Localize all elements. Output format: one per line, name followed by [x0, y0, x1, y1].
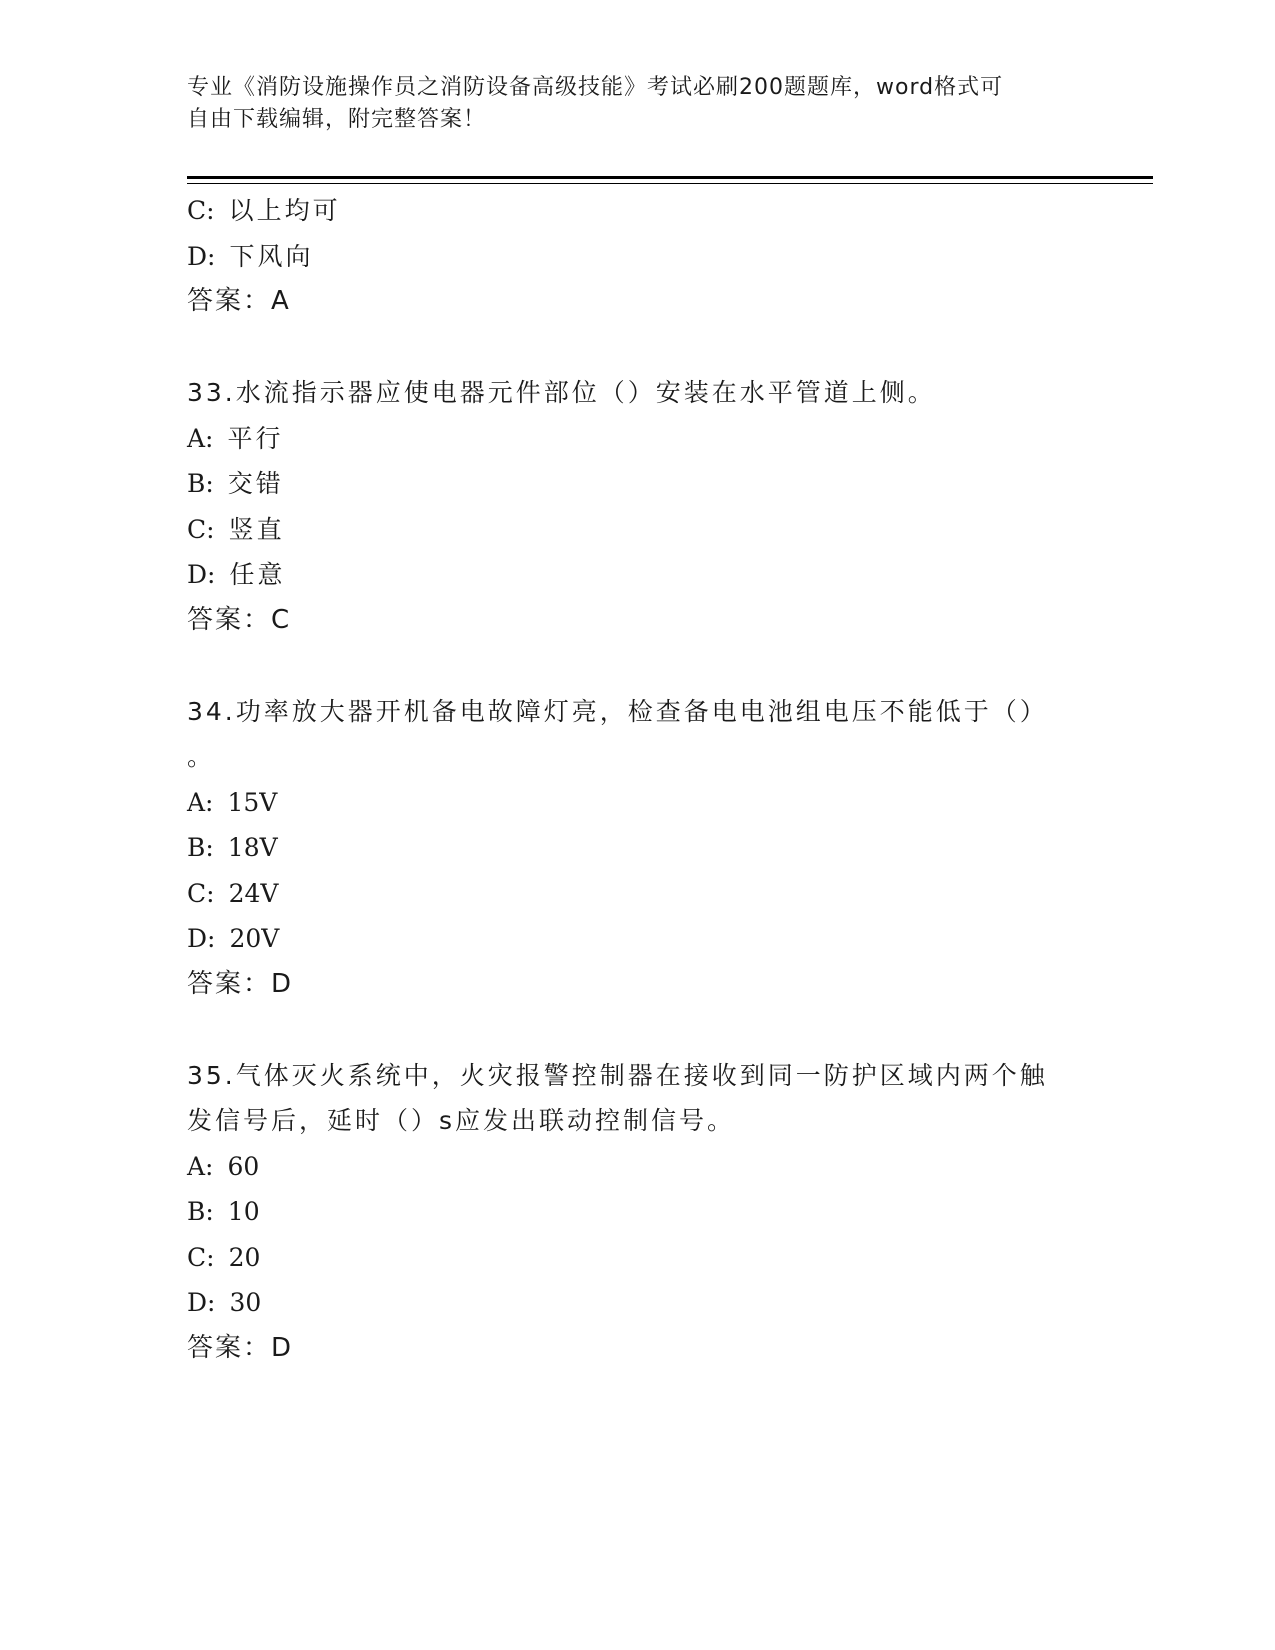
option-text: 24V: [228, 878, 279, 908]
option-label: B:: [187, 833, 214, 862]
question-34: [187, 689, 1087, 1008]
option-c: [187, 1235, 1087, 1281]
option-d: [187, 1280, 1087, 1326]
option-label: D:: [187, 560, 216, 589]
option-b: [187, 1189, 1087, 1235]
option-d: [187, 234, 1087, 280]
question-stem-line-2: 。: [187, 742, 216, 771]
answer-line: 答案：A: [187, 286, 291, 316]
option-label: D:: [187, 241, 216, 271]
option-text: 竖直: [228, 514, 285, 544]
option-label: C:: [187, 196, 215, 225]
option-text: 15V: [227, 787, 278, 817]
option-b: [187, 825, 1087, 871]
option-label: C:: [187, 514, 215, 544]
option-label: B:: [187, 469, 214, 498]
question-spacer: [187, 1007, 1087, 1053]
question-stem-line-1: 35.气体灭火系统中，火灾报警控制器在接收到同一防护区域内两个触: [187, 1060, 1048, 1090]
answer-line: 答案：C: [187, 604, 292, 635]
answer-line: 答案：D: [187, 968, 294, 999]
option-text: 60: [227, 1151, 260, 1181]
option-c: [187, 188, 1087, 234]
question-stem: 33.水流指示器应使电器元件部位（）安装在水平管道上侧。: [187, 378, 936, 407]
option-a: [187, 1144, 1087, 1190]
option-label: A:: [187, 787, 214, 817]
option-b: [187, 461, 1087, 507]
header-line-2: 自由下载编辑，附完整答案！: [187, 107, 487, 132]
question-spacer: [187, 325, 1087, 371]
option-text: 30: [229, 1288, 262, 1317]
option-text: 20: [228, 1242, 261, 1272]
option-label: A:: [187, 423, 214, 453]
question-list: [187, 188, 1087, 1371]
header-line-1: 专业《消防设施操作员之消防设备高级技能》考试必刷200题题库，word格式可: [187, 75, 1004, 100]
option-label: A:: [187, 1151, 214, 1181]
header-rule-thick: [187, 176, 1153, 179]
option-label: C:: [187, 1242, 215, 1272]
option-text: 10: [227, 1197, 260, 1226]
header-rule-thin: [187, 183, 1153, 184]
option-a: [187, 780, 1087, 826]
option-label: B:: [187, 1197, 214, 1226]
question-stem-line-2: 发信号后，延时（）s应发出联动控制信号。: [187, 1106, 736, 1135]
option-d: [187, 916, 1087, 962]
question-33: [187, 370, 1087, 643]
option-text: 18V: [227, 833, 278, 862]
option-text: 下风向: [229, 241, 314, 271]
option-label: D:: [187, 924, 216, 953]
option-text: 以上均可: [228, 196, 341, 225]
answer-line: 答案：D: [187, 1332, 294, 1363]
option-a: [187, 416, 1087, 462]
question-35: [187, 1053, 1087, 1372]
option-text: 任意: [229, 560, 286, 589]
option-label: D:: [187, 1288, 216, 1317]
option-c: [187, 507, 1087, 553]
option-c: [187, 871, 1087, 917]
option-text: 交错: [227, 469, 284, 498]
option-label: C:: [187, 878, 215, 908]
option-text: 平行: [227, 423, 284, 453]
question-spacer: [187, 643, 1087, 689]
previous-question-tail: [187, 188, 1087, 325]
document-header: [187, 72, 1067, 136]
option-d: [187, 552, 1087, 598]
option-text: 20V: [229, 924, 280, 953]
question-stem-line-1: 34.功率放大器开机备电故障灯亮，检查备电电池组电压不能低于（）: [187, 696, 1048, 726]
